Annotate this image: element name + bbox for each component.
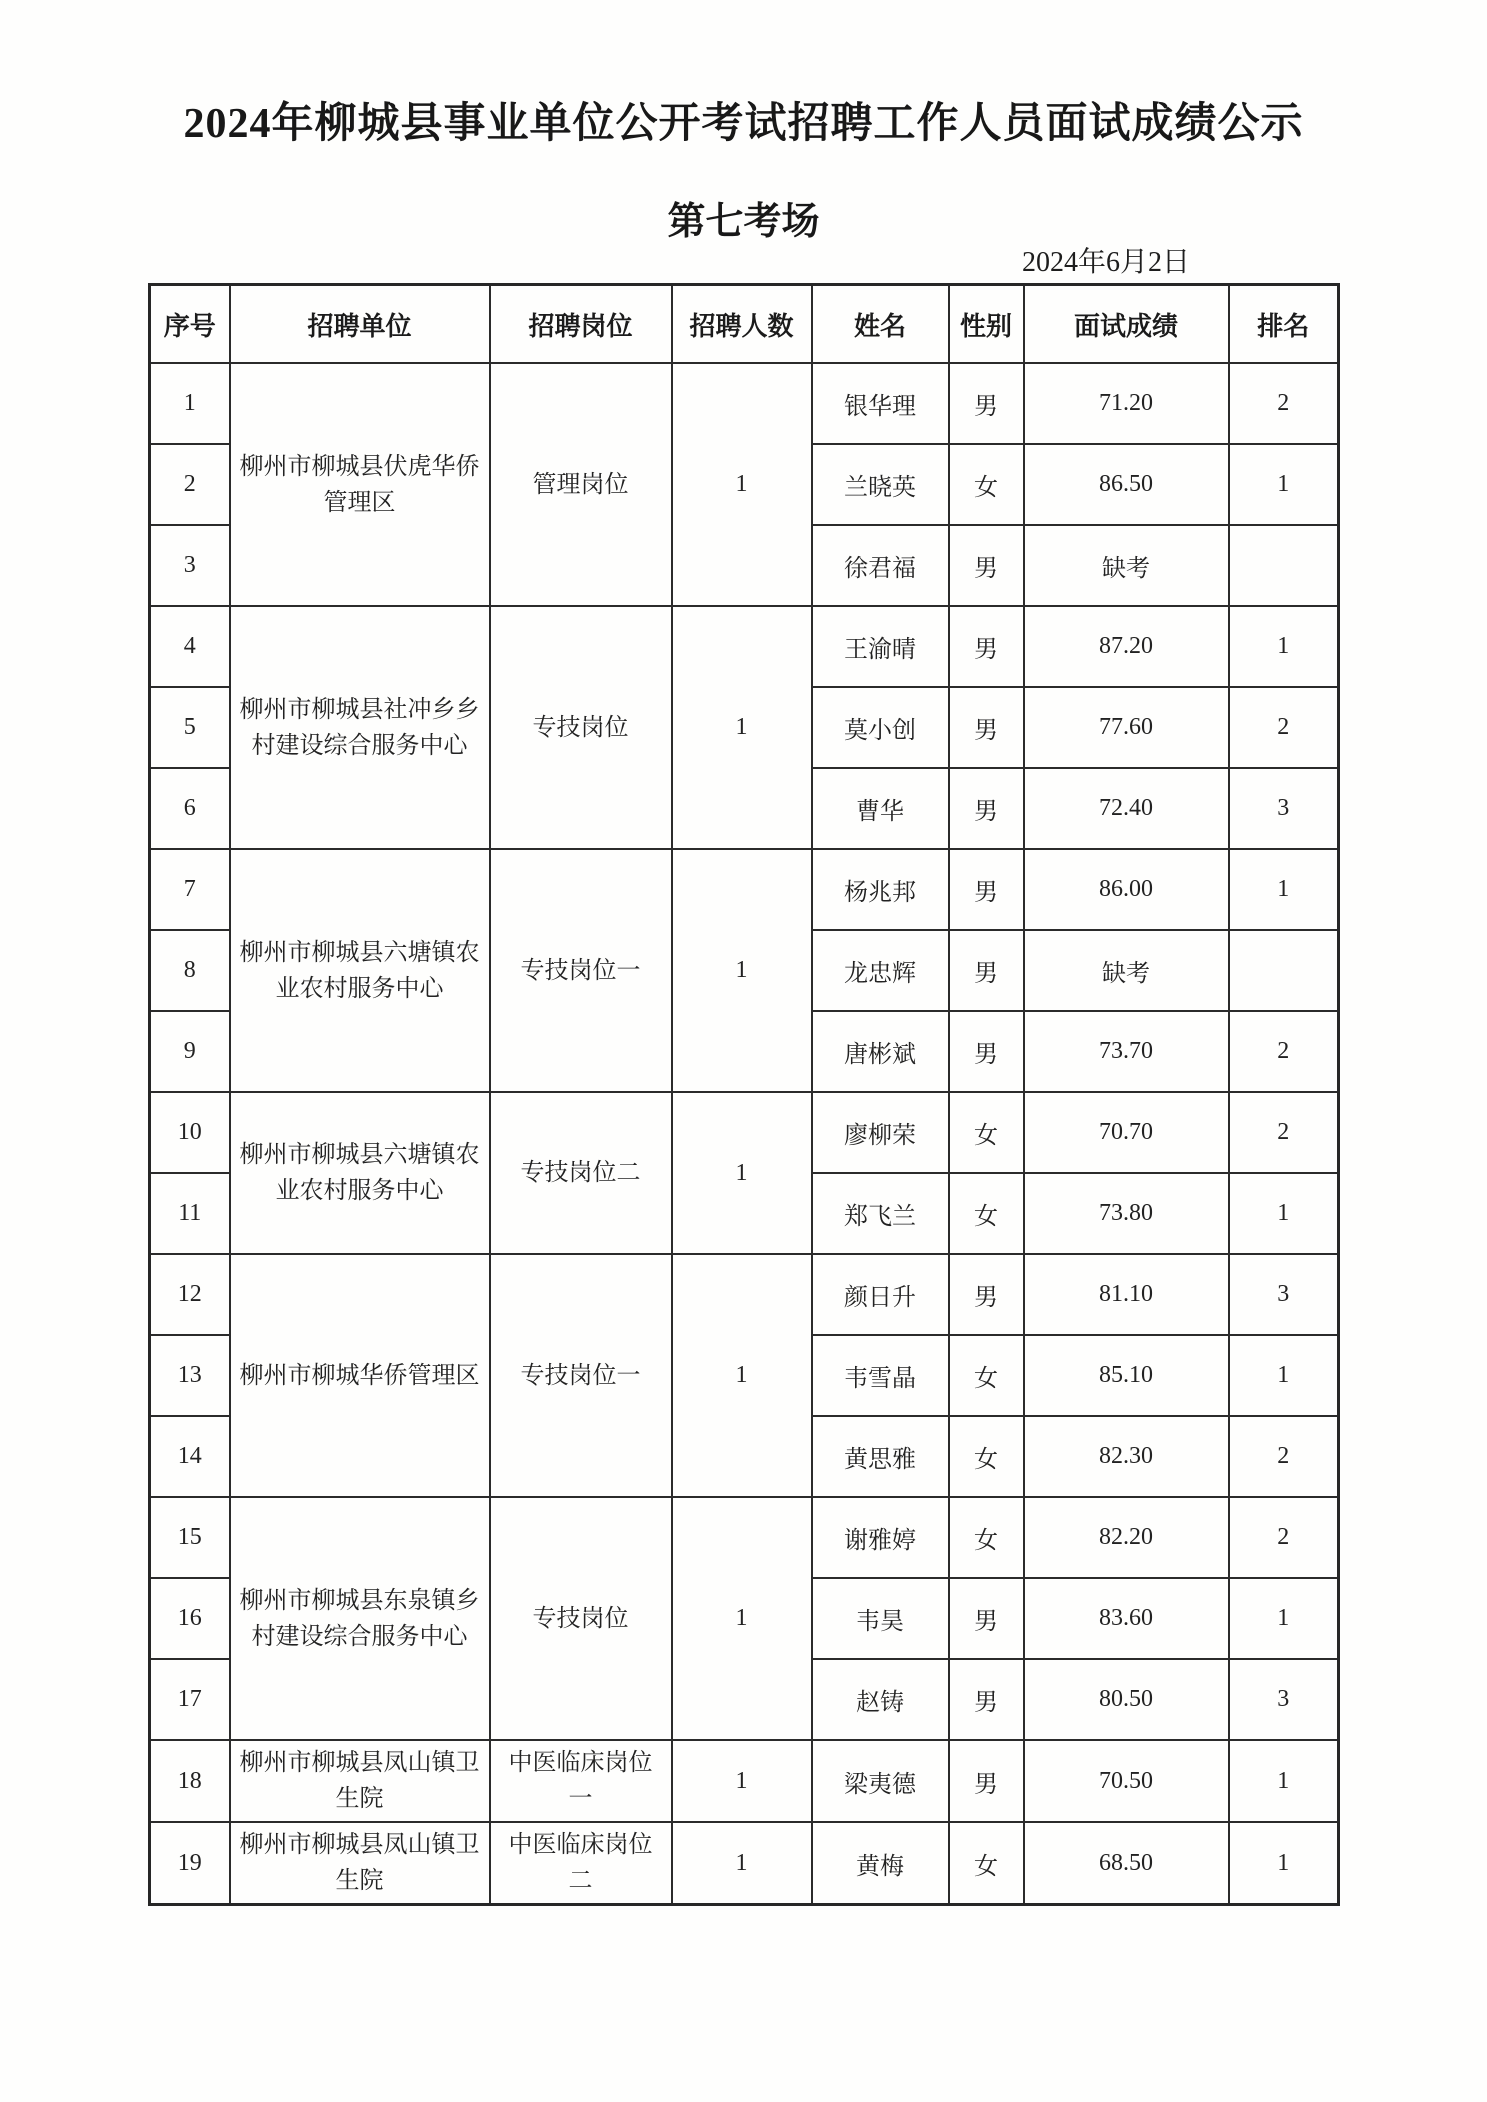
results-table-container xyxy=(148,283,1340,1906)
name-cell: 谢雅婷 xyxy=(812,1497,949,1578)
count-cell: 1 xyxy=(672,1092,812,1254)
score-cell: 72.40 xyxy=(1024,768,1229,849)
seq-cell: 2 xyxy=(150,444,230,525)
table-row xyxy=(150,1497,1339,1578)
table-row xyxy=(150,1254,1339,1335)
seq-cell: 17 xyxy=(150,1659,230,1740)
count-cell: 1 xyxy=(672,1254,812,1497)
gender-cell: 男 xyxy=(949,687,1024,768)
unit-cell: 柳州市柳城县凤山镇卫生院 xyxy=(230,1740,490,1822)
gender-cell: 男 xyxy=(949,849,1024,930)
unit-cell: 柳州市柳城县六塘镇农业农村服务中心 xyxy=(230,849,490,1092)
name-cell: 廖柳荣 xyxy=(812,1092,949,1173)
name-cell: 曹华 xyxy=(812,768,949,849)
page-title: 2024年柳城县事业单位公开考试招聘工作人员面试成绩公示 xyxy=(183,101,1304,147)
col-header-count: 招聘人数 xyxy=(672,285,812,364)
gender-cell: 女 xyxy=(949,1416,1024,1497)
score-cell: 77.60 xyxy=(1024,687,1229,768)
position-cell: 专技岗位二 xyxy=(490,1092,672,1254)
gender-cell: 女 xyxy=(949,1335,1024,1416)
interview-results-table xyxy=(148,283,1340,1906)
name-cell: 杨兆邦 xyxy=(812,849,949,930)
unit-cell: 柳州市柳城县社冲乡乡村建设综合服务中心 xyxy=(230,606,490,849)
unit-cell: 柳州市柳城县伏虎华侨管理区 xyxy=(230,363,490,606)
table-row xyxy=(150,1740,1339,1822)
seq-cell: 4 xyxy=(150,606,230,687)
seq-cell: 12 xyxy=(150,1254,230,1335)
rank-cell: 2 xyxy=(1229,687,1339,768)
count-cell: 1 xyxy=(672,1740,812,1822)
count-cell: 1 xyxy=(672,1822,812,1905)
score-cell: 缺考 xyxy=(1024,525,1229,606)
table-row xyxy=(150,606,1339,687)
rank-cell: 2 xyxy=(1229,1092,1339,1173)
name-cell: 韦昊 xyxy=(812,1578,949,1659)
score-cell: 86.00 xyxy=(1024,849,1229,930)
col-header-gender: 性别 xyxy=(949,285,1024,364)
score-cell: 87.20 xyxy=(1024,606,1229,687)
seq-cell: 10 xyxy=(150,1092,230,1173)
col-header-seq: 序号 xyxy=(150,285,230,364)
rank-cell: 2 xyxy=(1229,1497,1339,1578)
position-cell: 专技岗位一 xyxy=(490,849,672,1092)
rank-cell: 1 xyxy=(1229,606,1339,687)
count-cell: 1 xyxy=(672,363,812,606)
seq-cell: 5 xyxy=(150,687,230,768)
rank-cell xyxy=(1229,525,1339,606)
col-header-unit: 招聘单位 xyxy=(230,285,490,364)
exam-room-subtitle: 第七考场 xyxy=(667,201,820,243)
gender-cell: 男 xyxy=(949,1254,1024,1335)
name-cell: 韦雪晶 xyxy=(812,1335,949,1416)
col-header-position: 招聘岗位 xyxy=(490,285,672,364)
gender-cell: 男 xyxy=(949,1659,1024,1740)
score-cell: 83.60 xyxy=(1024,1578,1229,1659)
gender-cell: 男 xyxy=(949,1578,1024,1659)
seq-cell: 7 xyxy=(150,849,230,930)
date-label: 2024年6月2日 xyxy=(1022,247,1191,278)
gender-cell: 男 xyxy=(949,525,1024,606)
name-cell: 梁夷德 xyxy=(812,1740,949,1822)
gender-cell: 男 xyxy=(949,363,1024,444)
unit-cell: 柳州市柳城华侨管理区 xyxy=(230,1254,490,1497)
name-cell: 黄思雅 xyxy=(812,1416,949,1497)
rank-cell: 2 xyxy=(1229,1011,1339,1092)
seq-cell: 8 xyxy=(150,930,230,1011)
table-row xyxy=(150,1822,1339,1905)
score-cell: 81.10 xyxy=(1024,1254,1229,1335)
seq-cell: 16 xyxy=(150,1578,230,1659)
col-header-name: 姓名 xyxy=(812,285,949,364)
score-cell: 70.70 xyxy=(1024,1092,1229,1173)
seq-cell: 6 xyxy=(150,768,230,849)
position-cell: 中医临床岗位一 xyxy=(490,1740,672,1822)
rank-cell: 1 xyxy=(1229,1578,1339,1659)
count-cell: 1 xyxy=(672,606,812,849)
seq-cell: 19 xyxy=(150,1822,230,1905)
score-cell: 71.20 xyxy=(1024,363,1229,444)
gender-cell: 男 xyxy=(949,768,1024,849)
name-cell: 黄梅 xyxy=(812,1822,949,1905)
name-cell: 颜日升 xyxy=(812,1254,949,1335)
rank-cell: 3 xyxy=(1229,1659,1339,1740)
seq-cell: 14 xyxy=(150,1416,230,1497)
score-cell: 68.50 xyxy=(1024,1822,1229,1905)
name-cell: 兰晓英 xyxy=(812,444,949,525)
seq-cell: 18 xyxy=(150,1740,230,1822)
gender-cell: 男 xyxy=(949,1740,1024,1822)
rank-cell: 1 xyxy=(1229,1335,1339,1416)
score-cell: 82.20 xyxy=(1024,1497,1229,1578)
name-cell: 莫小创 xyxy=(812,687,949,768)
seq-cell: 1 xyxy=(150,363,230,444)
table-row xyxy=(150,849,1339,930)
position-cell: 专技岗位 xyxy=(490,1497,672,1740)
rank-cell: 1 xyxy=(1229,444,1339,525)
unit-cell: 柳州市柳城县凤山镇卫生院 xyxy=(230,1822,490,1905)
seq-cell: 15 xyxy=(150,1497,230,1578)
seq-cell: 11 xyxy=(150,1173,230,1254)
rank-cell xyxy=(1229,930,1339,1011)
unit-cell: 柳州市柳城县东泉镇乡村建设综合服务中心 xyxy=(230,1497,490,1740)
rank-cell: 3 xyxy=(1229,1254,1339,1335)
name-cell: 王渝晴 xyxy=(812,606,949,687)
score-cell: 73.70 xyxy=(1024,1011,1229,1092)
position-cell: 专技岗位 xyxy=(490,606,672,849)
name-cell: 银华理 xyxy=(812,363,949,444)
seq-cell: 13 xyxy=(150,1335,230,1416)
score-cell: 86.50 xyxy=(1024,444,1229,525)
gender-cell: 男 xyxy=(949,606,1024,687)
name-cell: 唐彬斌 xyxy=(812,1011,949,1092)
rank-cell: 2 xyxy=(1229,1416,1339,1497)
col-header-rank: 排名 xyxy=(1229,285,1339,364)
col-header-score: 面试成绩 xyxy=(1024,285,1229,364)
name-cell: 赵铸 xyxy=(812,1659,949,1740)
seq-cell: 9 xyxy=(150,1011,230,1092)
count-cell: 1 xyxy=(672,1497,812,1740)
rank-cell: 3 xyxy=(1229,768,1339,849)
score-cell: 80.50 xyxy=(1024,1659,1229,1740)
score-cell: 70.50 xyxy=(1024,1740,1229,1822)
position-cell: 管理岗位 xyxy=(490,363,672,606)
score-cell: 73.80 xyxy=(1024,1173,1229,1254)
gender-cell: 女 xyxy=(949,1173,1024,1254)
gender-cell: 男 xyxy=(949,930,1024,1011)
unit-cell: 柳州市柳城县六塘镇农业农村服务中心 xyxy=(230,1092,490,1254)
rank-cell: 1 xyxy=(1229,1173,1339,1254)
rank-cell: 1 xyxy=(1229,849,1339,930)
position-cell: 专技岗位一 xyxy=(490,1254,672,1497)
gender-cell: 女 xyxy=(949,1822,1024,1905)
header-row xyxy=(150,285,1339,364)
rank-cell: 1 xyxy=(1229,1740,1339,1822)
score-cell: 82.30 xyxy=(1024,1416,1229,1497)
rank-cell: 1 xyxy=(1229,1822,1339,1905)
name-cell: 郑飞兰 xyxy=(812,1173,949,1254)
gender-cell: 女 xyxy=(949,1497,1024,1578)
gender-cell: 女 xyxy=(949,1092,1024,1173)
position-cell: 中医临床岗位二 xyxy=(490,1822,672,1905)
gender-cell: 女 xyxy=(949,444,1024,525)
name-cell: 徐君福 xyxy=(812,525,949,606)
score-cell: 85.10 xyxy=(1024,1335,1229,1416)
seq-cell: 3 xyxy=(150,525,230,606)
name-cell: 龙忠辉 xyxy=(812,930,949,1011)
table-row xyxy=(150,363,1339,444)
rank-cell: 2 xyxy=(1229,363,1339,444)
score-cell: 缺考 xyxy=(1024,930,1229,1011)
table-row xyxy=(150,1092,1339,1173)
count-cell: 1 xyxy=(672,849,812,1092)
gender-cell: 男 xyxy=(949,1011,1024,1092)
